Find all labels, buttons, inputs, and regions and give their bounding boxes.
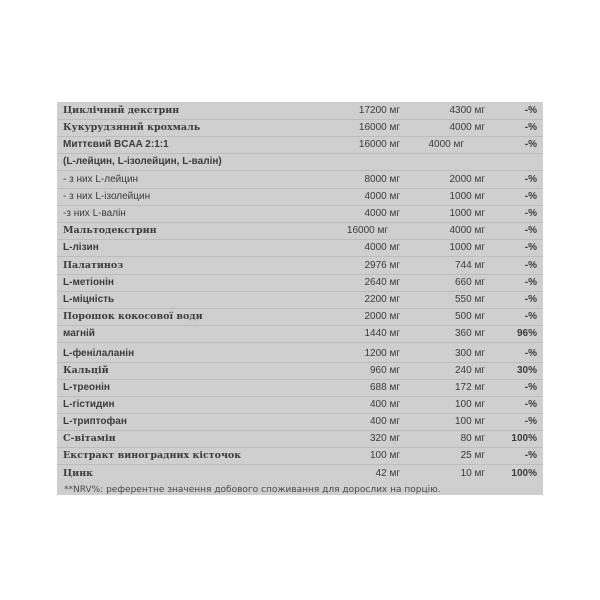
amount-per-serving: 2000 мг (364, 311, 400, 322)
amount-per-serving: 2640 мг (364, 277, 400, 288)
table-row (57, 137, 543, 153)
ingredient-name: Палатиноз (63, 260, 124, 271)
table-row (57, 309, 543, 325)
ingredient-name: L-лізин (63, 242, 99, 253)
ingredient-name: Циклічний декстрин (63, 105, 180, 116)
ingredient-name: - з них L-ізолейцин (63, 191, 151, 202)
amount-per-serving: 1440 мг (364, 328, 400, 339)
ingredient-name: С-вітамін (63, 433, 116, 444)
table-row (57, 397, 543, 413)
amount-per-portion: 4300 мг (449, 105, 485, 116)
nrv-percent: -% (524, 382, 537, 393)
amount-per-portion: 100 мг (455, 399, 485, 410)
table-row (57, 431, 543, 447)
nrv-percent: -% (524, 105, 537, 116)
table-row (57, 292, 543, 308)
table-row (57, 189, 543, 205)
amount-per-portion: 500 мг (455, 311, 485, 322)
table-row (57, 363, 543, 379)
nrv-percent: -% (524, 225, 537, 236)
table-row (57, 466, 543, 482)
table-row (57, 120, 543, 136)
nrv-percent: 30% (516, 365, 537, 376)
nrv-percent: 100% (511, 468, 537, 479)
amount-per-serving: 16000 мг (346, 225, 388, 236)
nrv-percent: -% (524, 277, 537, 288)
amount-per-serving: 960 мг (370, 365, 400, 376)
table-row (57, 103, 543, 119)
amount-per-serving: 16000 мг (358, 139, 400, 150)
amount-per-serving: 2976 мг (364, 260, 400, 271)
ingredient-name: L-триптофан (63, 416, 127, 427)
ingredient-name: Миттєвий BCAA 2:1:1 (63, 139, 169, 150)
amount-per-portion: 1000 мг (449, 191, 485, 202)
row-divider (57, 256, 543, 257)
nrv-percent: -% (524, 311, 537, 322)
amount-per-portion: 100 мг (455, 416, 485, 427)
amount-per-portion: 4000 мг (449, 225, 485, 236)
nrv-percent: -% (524, 208, 537, 219)
nutrition-table (57, 102, 543, 495)
ingredient-name: Мальтодекстрин (63, 225, 157, 236)
amount-per-portion: 25 мг (460, 450, 485, 461)
ingredient-name: L-треонін (63, 382, 110, 393)
nrv-percent: -% (524, 260, 537, 271)
amount-per-serving: 688 мг (370, 382, 400, 393)
table-row (57, 414, 543, 430)
nrv-percent: -% (524, 122, 537, 133)
amount-per-serving: 100 мг (370, 450, 400, 461)
ingredient-name: L-міцність (63, 294, 115, 305)
amount-per-serving: 400 мг (370, 416, 400, 427)
amount-per-serving: 42 мг (375, 468, 400, 479)
amount-per-serving: 1200 мг (364, 348, 400, 359)
table-row (57, 206, 543, 222)
table-row (57, 380, 543, 396)
ingredient-name: Цинк (63, 468, 94, 479)
amount-per-portion: 80 мг (460, 433, 485, 444)
amount-per-serving: 4000 мг (364, 242, 400, 253)
nrv-percent: -% (524, 242, 537, 253)
amount-per-serving: 320 мг (370, 433, 400, 444)
table-row (57, 223, 543, 239)
table-row (57, 240, 543, 256)
ingredient-name: L-фенілаланін (63, 348, 135, 359)
row-divider (57, 170, 543, 171)
amount-per-portion: 172 мг (455, 382, 485, 393)
nrv-percent: -% (524, 348, 537, 359)
row-divider (57, 464, 543, 465)
ingredient-name: L-гістидин (63, 399, 115, 410)
amount-per-portion: 360 мг (455, 328, 485, 339)
ingredient-name: -з них L-валін (63, 208, 126, 219)
amount-per-serving: 2200 мг (364, 294, 400, 305)
nrv-percent: 96% (516, 328, 537, 339)
amount-per-serving: 4000 мг (364, 191, 400, 202)
table-row (57, 448, 543, 464)
amount-per-portion: 550 мг (455, 294, 485, 305)
nrv-percent: -% (524, 139, 537, 150)
amount-per-portion: 10 мг (460, 468, 485, 479)
amount-per-serving: 4000 мг (364, 208, 400, 219)
ingredient-name: магній (63, 328, 95, 339)
table-row (57, 275, 543, 291)
amount-per-portion: 240 мг (455, 365, 485, 376)
ingredient-name: L-метіонін (63, 277, 114, 288)
amount-per-portion: 1000 мг (449, 242, 485, 253)
amount-per-portion: 4000 мг (428, 139, 464, 150)
amount-per-serving: 400 мг (370, 399, 400, 410)
ingredient-name: - з них L-лейцин (63, 174, 139, 185)
amount-per-serving: 17200 мг (358, 105, 400, 116)
amount-per-serving: 16000 мг (358, 122, 400, 133)
nrv-percent: -% (524, 174, 537, 185)
ingredient-name: Екстракт виноградних кісточок (63, 450, 242, 461)
nrv-percent: -% (524, 399, 537, 410)
table-row (57, 346, 543, 362)
nrv-percent: -% (524, 416, 537, 427)
ingredient-name: Кальцій (63, 365, 109, 376)
nrv-percent: -% (524, 294, 537, 305)
table-row (57, 172, 543, 188)
table-row (57, 258, 543, 274)
footnote: **NRV%: референтне значення добового споживання для дорослих на порцію. (64, 485, 441, 495)
amount-per-portion: 300 мг (455, 348, 485, 359)
amount-per-portion: 1000 мг (449, 208, 485, 219)
ingredient-name: (L-лейцин, L-ізолейцин, L-валін) (63, 156, 222, 167)
table-row (57, 154, 543, 170)
row-divider (57, 342, 543, 343)
ingredient-name: Порошок кокосової води (63, 311, 203, 322)
nrv-percent: -% (524, 450, 537, 461)
ingredient-name: Кукурудзяний крохмаль (63, 122, 201, 133)
table-row (57, 326, 543, 342)
amount-per-portion: 4000 мг (449, 122, 485, 133)
amount-per-serving: 8000 мг (364, 174, 400, 185)
amount-per-portion: 660 мг (455, 277, 485, 288)
amount-per-portion: 2000 мг (449, 174, 485, 185)
nrv-percent: -% (524, 191, 537, 202)
nrv-percent: 100% (511, 433, 537, 444)
amount-per-portion: 744 мг (455, 260, 485, 271)
